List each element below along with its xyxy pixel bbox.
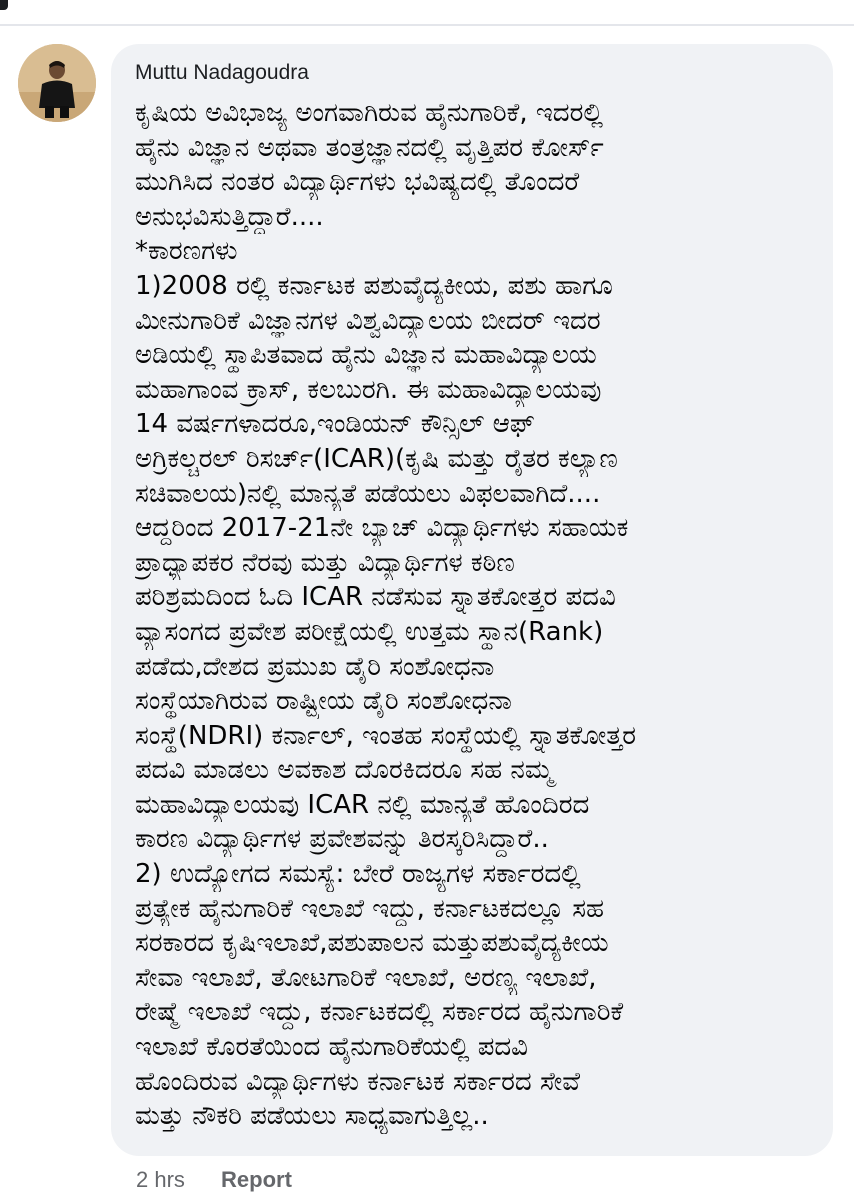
- comment-line: ಮೀನುಗಾರಿಕೆ ವಿಜ್ಞಾನಗಳ ವಿಶ್ವವಿದ್ಯಾಲಯ ಬೀದರ್ ಇದರ: [135, 305, 601, 336]
- comment-line: ಹೊಂದಿರುವ ವಿದ್ಯಾರ್ಥಿಗಳು ಕರ್ನಾಟಕ ಸರ್ಕಾರದ ಸೇವೆ: [135, 1066, 581, 1097]
- comment-line: ಪದವಿ ಮಾಡಲು ಅವಕಾಶ ದೊರಕಿದರೂ ಸಹ ನಮ್ಮ: [135, 755, 554, 786]
- comment-line: ವ್ಯಾಸಂಗದ ಪ್ರವೇಶ ಪರೀಕ್ಷೆಯಲ್ಲಿ ಉತ್ತಮ ಸ್ಥಾನ(Rank): [135, 616, 604, 647]
- comment-line: ಹೈನು ವಿಜ್ಞಾನ ಅಥವಾ ತಂತ್ರಜ್ಞಾನದಲ್ಲಿ ವೃತ್ತಿಪರ ಕೋರ್ಸ್: [135, 132, 604, 163]
- comment-line: ಪಡೆದು,ದೇಶದ ಪ್ರಮುಖ ಡೈರಿ ಸಂಶೋಧನಾ: [135, 651, 495, 682]
- avatar[interactable]: [18, 44, 96, 122]
- comment-line: ಪ್ರತ್ಯೇಕ ಹೈನುಗಾರಿಕೆ ಇಲಾಖೆ ಇದ್ದು, ಕರ್ನಾಟಕದಲ್ಲೂ ಸಹ: [135, 893, 605, 924]
- comment-line: ಕಾರಣ ವಿದ್ಯಾರ್ಥಿಗಳ ಪ್ರವೇಶವನ್ನು ತಿರಸ್ಕರಿಸಿದ್ದಾರೆ..: [135, 824, 549, 855]
- top-divider: [0, 24, 854, 26]
- comment-line: ಪರಿಶ್ರಮದಿಂದ ಓದಿ ICAR ನಡೆಸುವ ಸ್ನಾತಕೋತ್ತರ ಪದವಿ: [135, 582, 616, 613]
- cropped-edge-mark: [0, 0, 8, 10]
- avatar-person-icon: [18, 44, 96, 122]
- comment-line: ಅಡಿಯಲ್ಲಿ ಸ್ಥಾಪಿತವಾದ ಹೈನು ವಿಜ್ಞಾನ ಮಹಾವಿದ್ಯಾಲಯ: [135, 340, 597, 371]
- comment-text: [135, 96, 811, 1134]
- comment-line: ಆದ್ದರಿಂದ 2017-21ನೇ ಬ್ಯಾಚ್ ವಿದ್ಯಾರ್ಥಿಗಳು ಸಹಾಯಕ: [135, 513, 629, 544]
- comment-line: ಕೃಷಿಯ ಅವಿಭಾಜ್ಯ ಅಂಗವಾಗಿರುವ ಹೈನುಗಾರಿಕೆ, ಇದರಲ್ಲಿ: [135, 98, 603, 128]
- comment-line: 14 ವರ್ಷಗಳಾದರೂ,ಇಂಡಿಯನ್ ಕೌನ್ಸಿಲ್ ಆಫ್: [135, 409, 535, 440]
- comment-line: ಸಂಸ್ಥೆಯಾಗಿರುವ ರಾಷ್ಟ್ರೀಯ ಡೈರಿ ಸಂಶೋಧನಾ: [135, 686, 512, 717]
- comment-line: ಸಚಿವಾಲಯ)ನಲ್ಲಿ ಮಾನ್ಯತೆ ಪಡೆಯಲು ವಿಫಲವಾಗಿದೆ....: [135, 478, 601, 509]
- comment-line: ಸೇವಾ ಇಲಾಖೆ, ತೋಟಗಾರಿಕೆ ಇಲಾಖೆ, ಅರಣ್ಯ ಇಲಾಖೆ,: [135, 962, 597, 993]
- comment-actions: [136, 1166, 292, 1194]
- comment-timestamp[interactable]: 2 hrs: [136, 1167, 185, 1192]
- comment-author[interactable]: Muttu Nadagoudra: [135, 61, 309, 84]
- comment-line: 2) ಉದ್ಯೋಗದ ಸಮಸ್ಯೆ: ಬೇರೆ ರಾಜ್ಯಗಳ ಸರ್ಕಾರದಲ್ಲಿ: [135, 859, 581, 890]
- comment-line: ಅಗ್ರಿಕಲ್ಚರಲ್ ರಿಸರ್ಚ್(ICAR)(ಕೃಷಿ ಮತ್ತು ರೈತರ ಕಲ್ಯಾಣ: [135, 443, 618, 474]
- comment-line: ರೇಷ್ಮೆ ಇಲಾಖೆ ಇದ್ದು, ಕರ್ನಾಟಕದಲ್ಲಿ ಸರ್ಕಾರದ ಹೈನುಗಾರಿಕೆ: [135, 997, 624, 1028]
- comment-line: ಪ್ರಾಧ್ಯಾಪಕರ ನೆರವು ಮತ್ತು ವಿದ್ಯಾರ್ಥಿಗಳ ಕಠಿಣ: [135, 547, 515, 578]
- comment-line: *ಕಾರಣಗಳು: [135, 236, 238, 267]
- comment-line: ಸಂಸ್ಥೆ(NDRI) ಕರ್ನಾಲ್, ಇಂತಹ ಸಂಸ್ಥೆಯಲ್ಲಿ ಸ್ನಾತಕೋತ್ತರ: [135, 720, 637, 751]
- comment-line: 1)2008 ರಲ್ಲಿ ಕರ್ನಾಟಕ ಪಶುವೈದ್ಯಕೀಯ, ಪಶು ಹಾಗೂ: [135, 270, 613, 301]
- comment-line: ಮುಗಿಸಿದ ನಂತರ ವಿದ್ಯಾರ್ಥಿಗಳು ಭವಿಷ್ಯದಲ್ಲಿ ತೊಂದರೆ: [135, 167, 580, 198]
- comment-line: ಮಹಾವಿದ್ಯಾಲಯವು ICAR ನಲ್ಲಿ ಮಾನ್ಯತೆ ಹೊಂದಿರದ: [135, 789, 590, 820]
- comment-line: ಮಹಾಗಾಂವ ಕ್ರಾಸ್, ಕಲಬುರಗಿ. ಈ ಮಹಾವಿದ್ಯಾಲಯವು: [135, 374, 602, 405]
- comment-line: ಅನುಭವಿಸುತ್ತಿದ್ದಾರೆ....: [135, 201, 324, 232]
- comment-line: ಇಲಾಖೆ ಕೊರತೆಯಿಂದ ಹೈನುಗಾರಿಕೆಯಲ್ಲಿ ಪದವಿ: [135, 1032, 528, 1063]
- comment-line: ಮತ್ತು ನೌಕರಿ ಪಡೆಯಲು ಸಾಧ್ಯವಾಗುತ್ತಿಲ್ಲ..: [135, 1101, 489, 1132]
- comment-bubble: [111, 44, 833, 1156]
- comment-line: ಸರಕಾರದ ಕೃಷಿಇಲಾಖೆ,ಪಶುಪಾಲನ ಮತ್ತುಪಶುವೈದ್ಯಕೀಯ: [135, 928, 609, 959]
- report-button[interactable]: Report: [221, 1167, 292, 1192]
